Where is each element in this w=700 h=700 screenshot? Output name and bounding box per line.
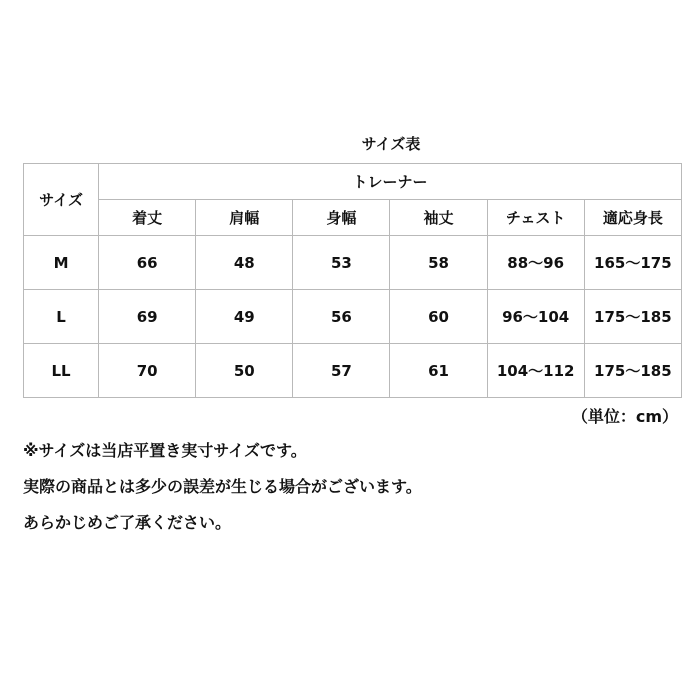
- table-cell: 50: [196, 344, 293, 398]
- size-chart-title: サイズ表: [361, 135, 421, 153]
- notes-block: [23, 433, 683, 541]
- table-cell: 165～175: [584, 236, 681, 290]
- note-line: 実際の商品とは多少の誤差が生じる場合がございます。: [23, 477, 422, 496]
- table-row: [24, 236, 682, 290]
- unit-note: （単位：cm）: [571, 407, 678, 426]
- table-row: [24, 290, 682, 344]
- table-cell: 58: [390, 236, 487, 290]
- table-cell: 53: [293, 236, 390, 290]
- size-column-header: サイズ: [24, 164, 99, 236]
- table-cell: 88～96: [487, 236, 584, 290]
- note-line: あらかじめご了承ください。: [23, 513, 232, 532]
- table-cell: 104～112: [487, 344, 584, 398]
- column-header: 袖丈: [390, 200, 487, 236]
- note-line: ※サイズは当店平置き実寸サイズです。: [23, 441, 307, 460]
- table-cell: 70: [99, 344, 196, 398]
- size-label: L: [24, 290, 99, 344]
- garment-group-header: トレーナー: [99, 164, 682, 200]
- table-cell: 56: [293, 290, 390, 344]
- table-cell: 175～185: [584, 290, 681, 344]
- column-header: 肩幅: [196, 200, 293, 236]
- table-cell: 49: [196, 290, 293, 344]
- column-header: 身幅: [293, 200, 390, 236]
- table-cell: 61: [390, 344, 487, 398]
- table-cell: 66: [99, 236, 196, 290]
- column-header: 着丈: [99, 200, 196, 236]
- column-header: チェスト: [487, 200, 584, 236]
- table-row: [24, 344, 682, 398]
- size-label: M: [24, 236, 99, 290]
- table-cell: 57: [293, 344, 390, 398]
- table-cell: 60: [390, 290, 487, 344]
- table-cell: 96～104: [487, 290, 584, 344]
- column-header: 適応身長: [584, 200, 681, 236]
- table-cell: 69: [99, 290, 196, 344]
- table-cell: 175～185: [584, 344, 681, 398]
- table-cell: 48: [196, 236, 293, 290]
- size-label: LL: [24, 344, 99, 398]
- size-table: [23, 163, 682, 398]
